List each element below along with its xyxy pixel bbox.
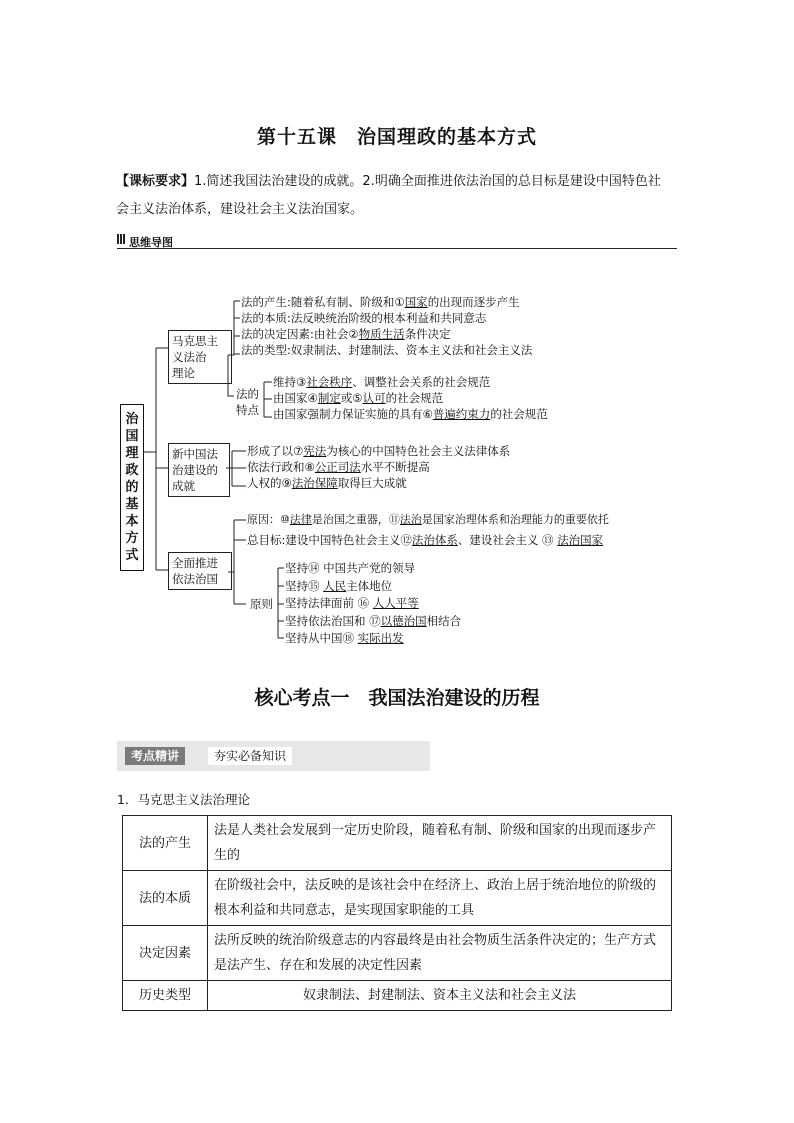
page-title: 第十五课 治国理政的基本方式	[256, 126, 537, 148]
branch-rule-of-law: 全面推进 依法治国	[168, 552, 232, 590]
feature-label: 法的 特点	[236, 387, 259, 417]
b1-item: 法的本质:法反映统治阶级的根本利益和共同意志	[241, 311, 487, 325]
feature-items	[273, 374, 548, 422]
principle-item: 坚持从中国⑱ 实际出发	[285, 631, 404, 645]
b3-reason: 原因：⑩法律是治国之重器，⑪法治是国家治理体系和治理能力的重要依托	[247, 513, 609, 526]
kaodian-subtitle: 夯实必备知识	[208, 747, 292, 765]
requirement-tag: 【课标要求】	[116, 174, 195, 189]
mindmap-root: 治国理政的基本方式	[120, 404, 144, 571]
branch-label: 马克思主	[172, 334, 218, 348]
row-header: 法的产生	[123, 816, 208, 871]
principle-item: 坚持法律面前 ⑯ 人人平等	[285, 596, 419, 610]
b2-item: 形成了以⑦宪法为核心的中国特色社会主义法律体系	[247, 444, 511, 458]
requirement-line2: 会主义法治体系，建设社会主义法治国家。	[116, 202, 364, 217]
row-header: 法的本质	[123, 871, 208, 926]
b1-item: 法的产生:随着私有制、阶级和①国家的出现而逐步产生	[241, 295, 520, 309]
feature-item: 由国家强制力保证实施的具有⑥普遍约束力的社会规范	[273, 407, 548, 421]
branch-label: 理论	[172, 366, 195, 380]
row-header: 历史类型	[123, 981, 208, 1011]
b2-item: 依法行政和⑧公正司法水平不断提高	[247, 460, 430, 474]
table-row	[123, 981, 672, 1011]
table-row	[123, 871, 672, 926]
principle-item: 坚持⑮ 人民主体地位	[285, 578, 393, 593]
section-title: 核心考点一 我国法治建设的历程	[254, 687, 540, 709]
principles	[285, 560, 461, 648]
row-content: 法所反映的统治阶级意志的内容最终是由社会物质生活条件决定的；生产方式是法产生、存在和发展的决定性因素	[208, 926, 672, 981]
table-row	[123, 816, 672, 871]
row-content: 法是人类社会发展到一定历史阶段，随着私有制、阶级和国家的出现而逐步产生的	[208, 816, 672, 871]
principle-item: 坚持⑭ 中国共产党的领导	[285, 561, 416, 575]
b1-item: 法的决定因素:由社会②物质生活条件决定	[241, 327, 451, 341]
branch-marxist-theory	[168, 330, 232, 384]
kaodian-tag: 考点精讲	[125, 747, 185, 765]
row-content: 奴隶制法、封建制法、资本主义法和社会主义法	[208, 981, 672, 1011]
theory-table	[122, 815, 672, 1011]
table-row	[123, 926, 672, 981]
b3-goal: 总目标:建设中国特色社会主义⑫法治体系、建设社会主义 ⑬ 法治国家	[247, 533, 604, 547]
feature-item: 由国家④制定或⑤认可的社会规范	[273, 391, 444, 405]
b1-item: 法的类型:奴隶制法、封建制法、资本主义法和社会主义法	[241, 343, 533, 357]
subheading: 1．马克思主义法治理论	[117, 792, 250, 807]
b2-items	[247, 443, 510, 491]
row-content: 在阶级社会中，法反映的是该社会中在经济上、政治上居于统治地位的阶级的根本利益和共同意志，是实现国家职能的工具	[208, 871, 672, 926]
kaodian-banner	[117, 741, 430, 771]
branch-new-china: 新中国法 治建设的 成就	[168, 443, 230, 497]
requirement-line1: 1.简述我国法治建设的成就。2.明确全面推进依法治国的总目标是建设中国特色社	[194, 174, 661, 189]
feature-item: 维持③社会秩序、调整社会关系的社会规范	[273, 375, 491, 389]
b2-item: 人权的⑨法治保障取得巨大成就	[247, 476, 407, 490]
mindmap-label: 思维导图	[129, 236, 173, 249]
row-header: 决定因素	[123, 926, 208, 981]
principle-label: 原则	[250, 597, 273, 611]
branch-label: 义法治	[172, 350, 207, 364]
principle-item: 坚持依法治国和 ⑰以德治国相结合	[285, 613, 462, 628]
b1-items	[241, 294, 532, 358]
